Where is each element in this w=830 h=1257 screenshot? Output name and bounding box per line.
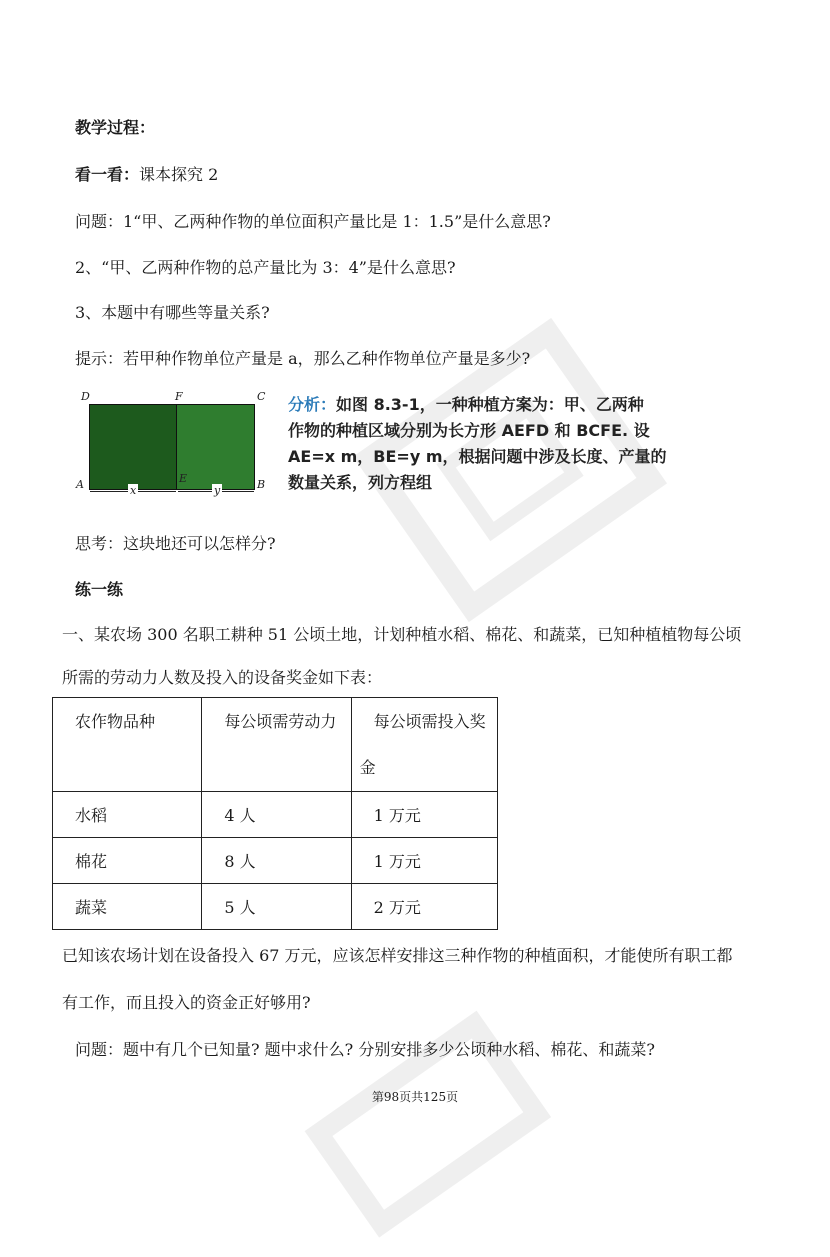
analysis-line-2: 作物的种植区域分别为长方形 AEFD 和 BCFE. 设 — [288, 421, 650, 440]
label-a: A — [76, 478, 84, 491]
cell-investment: 1 万元 — [373, 852, 421, 871]
analysis-line-1 — [288, 392, 743, 418]
label-y: y — [214, 484, 221, 497]
analysis-line-3: AE=x m，BE=y m，根据问题中涉及长度、产量的 — [288, 447, 667, 466]
header-investment-part1: 每公顷需投入奖 — [373, 712, 486, 731]
cell-labor: 4 人 — [224, 806, 256, 825]
header-crop: 农作物品种 — [75, 712, 156, 731]
label-x: x — [130, 484, 137, 497]
crop-table — [52, 697, 498, 930]
field-aefd — [89, 404, 177, 490]
cell-investment: 2 万元 — [373, 898, 421, 917]
section-heading: 教学过程： — [75, 118, 156, 137]
header-investment-part2: 金 — [359, 758, 376, 777]
problem-line-1: 一、某农场 300 名职工耕种 51 公顷土地，计划种植水稻、棉花、和蔬菜，已知种植植物每公顷 — [62, 625, 742, 644]
cell-crop: 水稻 — [75, 806, 108, 825]
analysis-head: 分析： — [288, 395, 337, 414]
look-label: 看一看： — [75, 165, 140, 184]
label-b: B — [257, 478, 266, 491]
cell-labor: 5 人 — [224, 898, 256, 917]
think-text: 思考：这块地还可以怎样分? — [75, 534, 276, 553]
table-row — [53, 884, 498, 930]
cell-labor: 8 人 — [224, 852, 256, 871]
hint-text: 提示：若甲种作物单位产量是 a，那么乙种作物单位产量是多少? — [75, 349, 531, 368]
question-2: 2、“甲、乙两种作物的总产量比为 3：4”是什么意思? — [75, 258, 456, 277]
look-text: 课本探究 2 — [139, 165, 219, 184]
cell-investment: 1 万元 — [373, 806, 421, 825]
page-footer: 第98页共125页 — [371, 1090, 459, 1104]
field-bcfe — [176, 404, 255, 490]
cell-crop: 棉花 — [75, 852, 108, 871]
label-d: D — [81, 390, 90, 403]
practice-heading: 练一练 — [75, 580, 124, 599]
analysis-line-4: 数量关系，列方程组 — [288, 473, 433, 492]
analysis-block — [288, 392, 743, 496]
header-labor: 每公顷需劳动力 — [224, 712, 337, 731]
watermark-shape — [277, 983, 574, 1257]
table-row — [53, 838, 498, 884]
after-line-2: 有工作，而且投入的资金正好够用? — [62, 993, 311, 1012]
header-investment — [352, 698, 497, 778]
question-1: 问题：1“甲、乙两种作物的单位面积产量比是 1：1.5”是什么意思? — [75, 212, 551, 231]
analysis-text-1: 如图 8.3-1，一种种植方案为：甲、乙两种 — [336, 395, 644, 414]
question-3: 3、本题中有哪些等量关系? — [75, 303, 270, 322]
table-header-row — [53, 698, 498, 792]
problem-line-2: 所需的劳动力人数及投入的设备奖金如下表： — [62, 668, 383, 687]
label-e: E — [179, 472, 188, 485]
after-line-3: 问题：题中有几个已知量? 题中求什么? 分别安排多少公顷种水稻、棉花、和蔬菜? — [75, 1040, 655, 1059]
cell-crop: 蔬菜 — [75, 898, 108, 917]
table-row — [53, 792, 498, 838]
after-line-1: 已知该农场计划在设备投入 67 万元，应该怎样安排这三种作物的种植面积，才能使所有职工都 — [62, 946, 733, 965]
field-diagram — [70, 384, 270, 504]
label-c: C — [257, 390, 266, 403]
label-f: F — [175, 390, 183, 403]
look-line — [75, 165, 218, 185]
